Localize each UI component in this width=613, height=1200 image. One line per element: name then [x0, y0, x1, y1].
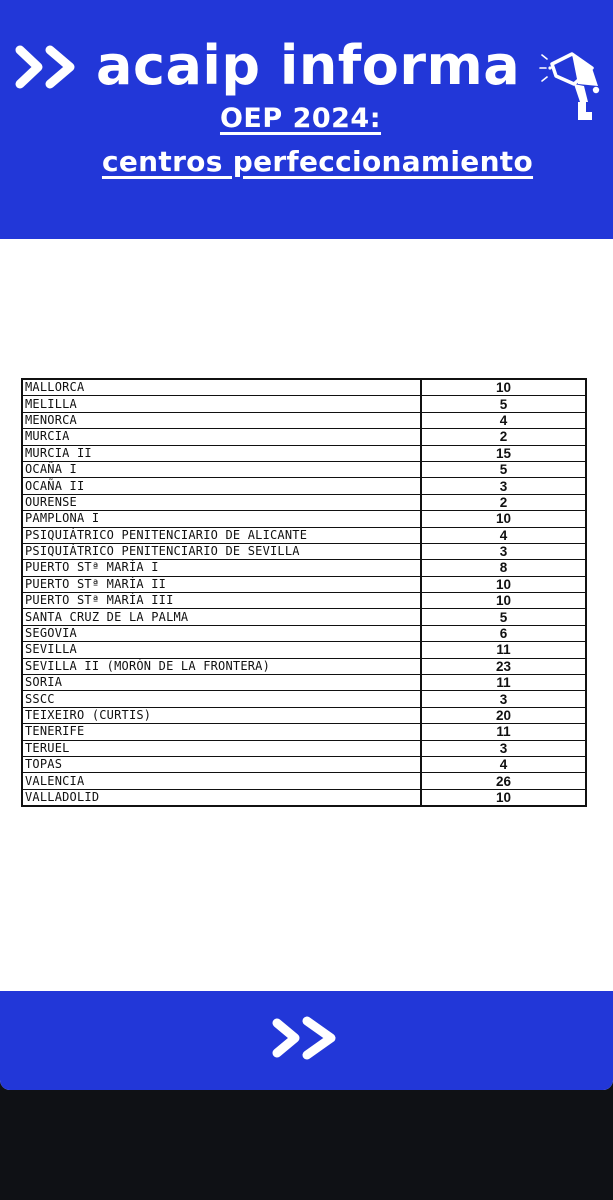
- table-row: [22, 478, 586, 494]
- center-count: 8: [421, 560, 586, 576]
- center-name: PUERTO STª MARÍA III: [22, 593, 421, 609]
- center-name: PAMPLONA I: [22, 511, 421, 527]
- center-name: SSCC: [22, 691, 421, 707]
- table-row: [22, 756, 586, 772]
- center-name: TENERIFE: [22, 724, 421, 740]
- table-row: [22, 576, 586, 592]
- center-name: MALLORCA: [22, 379, 421, 396]
- center-name: PSIQUIÁTRICO PENITENCIARIO DE ALICANTE: [22, 527, 421, 543]
- center-name: VALLADOLID: [22, 789, 421, 806]
- table-row: [22, 560, 586, 576]
- table-row: [22, 675, 586, 691]
- table-row: [22, 740, 586, 756]
- center-name: MURCIA: [22, 429, 421, 445]
- center-count: 26: [421, 773, 586, 789]
- center-name: PSIQUIÁTRICO PENITENCIARIO DE SEVILLA: [22, 543, 421, 559]
- table-row: [22, 789, 586, 806]
- brand-title: acaip informa: [96, 34, 521, 97]
- center-name: SEVILLA: [22, 642, 421, 658]
- center-count: 5: [421, 461, 586, 477]
- center-count: 11: [421, 642, 586, 658]
- center-count: 3: [421, 478, 586, 494]
- table-row: [22, 625, 586, 641]
- table-row: [22, 593, 586, 609]
- double-chevron-right-icon: [14, 44, 88, 90]
- center-count: 11: [421, 675, 586, 691]
- table-row: [22, 379, 586, 396]
- center-count: 4: [421, 527, 586, 543]
- center-count: 10: [421, 789, 586, 806]
- center-count: 5: [421, 396, 586, 412]
- double-chevron-right-icon: [271, 1013, 343, 1063]
- table-row: [22, 527, 586, 543]
- subtitle-oep: OEP 2024:: [219, 103, 382, 134]
- center-count: 6: [421, 625, 586, 641]
- subtitle-centros: centros perfeccionamiento: [101, 145, 534, 178]
- center-name: OURENSE: [22, 494, 421, 510]
- center-count: 3: [421, 543, 586, 559]
- table-row: [22, 773, 586, 789]
- table-row: [22, 429, 586, 445]
- center-count: 5: [421, 609, 586, 625]
- table-row: [22, 543, 586, 559]
- center-name: OCAÑA I: [22, 461, 421, 477]
- center-name: SEGOVIA: [22, 625, 421, 641]
- center-count: 10: [421, 379, 586, 396]
- center-count: 10: [421, 593, 586, 609]
- table-row: [22, 511, 586, 527]
- footer-banner: [0, 991, 613, 1090]
- center-name: TERUEL: [22, 740, 421, 756]
- center-name: TOPAS: [22, 756, 421, 772]
- center-name: SORIA: [22, 675, 421, 691]
- center-count: 15: [421, 445, 586, 461]
- center-name: MENORCA: [22, 412, 421, 428]
- center-name: SEVILLA II (MORÓN DE LA FRONTERA): [22, 658, 421, 674]
- table-row: [22, 412, 586, 428]
- center-count: 23: [421, 658, 586, 674]
- table-row: [22, 691, 586, 707]
- center-name: TEIXEIRO (CURTIS): [22, 707, 421, 723]
- center-count: 3: [421, 740, 586, 756]
- center-name: OCAÑA II: [22, 478, 421, 494]
- table-row: [22, 658, 586, 674]
- centers-table: [21, 378, 587, 807]
- center-count: 20: [421, 707, 586, 723]
- table-row: [22, 707, 586, 723]
- table-row: [22, 494, 586, 510]
- header-banner: [0, 0, 613, 239]
- table-row: [22, 396, 586, 412]
- center-name: MELILLA: [22, 396, 421, 412]
- center-name: PUERTO STª MARÍA II: [22, 576, 421, 592]
- center-count: 10: [421, 576, 586, 592]
- center-count: 2: [421, 429, 586, 445]
- center-count: 2: [421, 494, 586, 510]
- table-row: [22, 724, 586, 740]
- center-name: SANTA CRUZ DE LA PALMA: [22, 609, 421, 625]
- center-count: 4: [421, 756, 586, 772]
- center-count: 4: [421, 412, 586, 428]
- center-count: 11: [421, 724, 586, 740]
- center-count: 10: [421, 511, 586, 527]
- center-name: VALENCIA: [22, 773, 421, 789]
- center-name: PUERTO STª MARÍA I: [22, 560, 421, 576]
- table-row: [22, 445, 586, 461]
- table-row: [22, 461, 586, 477]
- center-name: MURCIA II: [22, 445, 421, 461]
- table-row: [22, 609, 586, 625]
- table-row: [22, 642, 586, 658]
- center-count: 3: [421, 691, 586, 707]
